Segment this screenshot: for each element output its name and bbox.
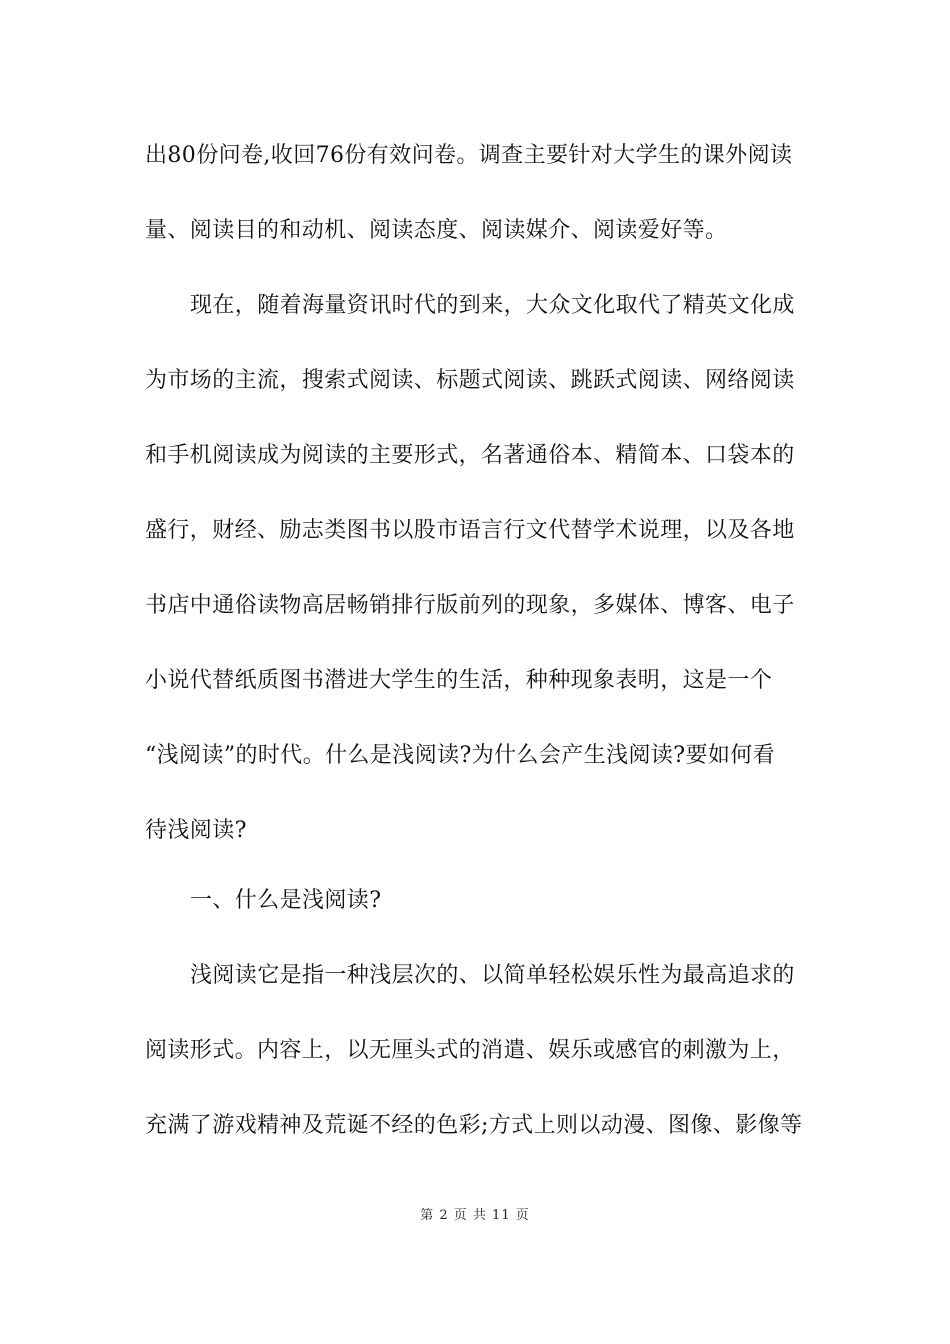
paragraph-start-line: 浅阅读它是指一种浅层次的、以简单轻松娱乐性为最高追求的 bbox=[190, 963, 795, 988]
section-heading: 一、什么是浅阅读? bbox=[190, 888, 382, 913]
text-line: 充满了游戏精神及荒诞不经的色彩;方式上则以动漫、图像、影像等 bbox=[145, 1113, 803, 1138]
text-line: 为市场的主流，搜索式阅读、标题式阅读、跳跃式阅读、网络阅读 bbox=[145, 368, 795, 393]
text-line: 盛行，财经、励志类图书以股市语言行文代替学术说理，以及各地 bbox=[145, 518, 795, 543]
text-line: 待浅阅读? bbox=[145, 818, 247, 843]
page-number-footer: 第 2 页 共 11 页 bbox=[420, 1208, 530, 1223]
text-line: 出80份问卷,收回76份有效问卷。调查主要针对大学生的课外阅读 bbox=[145, 143, 793, 168]
paragraph-start-line: 现在，随着海量资讯时代的到来，大众文化取代了精英文化成 bbox=[190, 293, 795, 318]
text-line: 和手机阅读成为阅读的主要形式，名著通俗本、精简本、口袋本的 bbox=[145, 443, 795, 468]
text-line: “浅阅读”的时代。什么是浅阅读?为什么会产生浅阅读?要如何看 bbox=[145, 743, 776, 768]
text-line: 小说代替纸质图书潜进大学生的生活，种种现象表明，这是一个 bbox=[145, 668, 773, 693]
text-line: 量、阅读目的和动机、阅读态度、阅读媒介、阅读爱好等。 bbox=[145, 218, 728, 243]
text-line: 阅读形式。内容上，以无厘头式的消遣、娱乐或感官的刺激为上， bbox=[145, 1038, 795, 1063]
text-line: 书店中通俗读物高居畅销排行版前列的现象，多媒体、博客、电子 bbox=[145, 593, 795, 618]
